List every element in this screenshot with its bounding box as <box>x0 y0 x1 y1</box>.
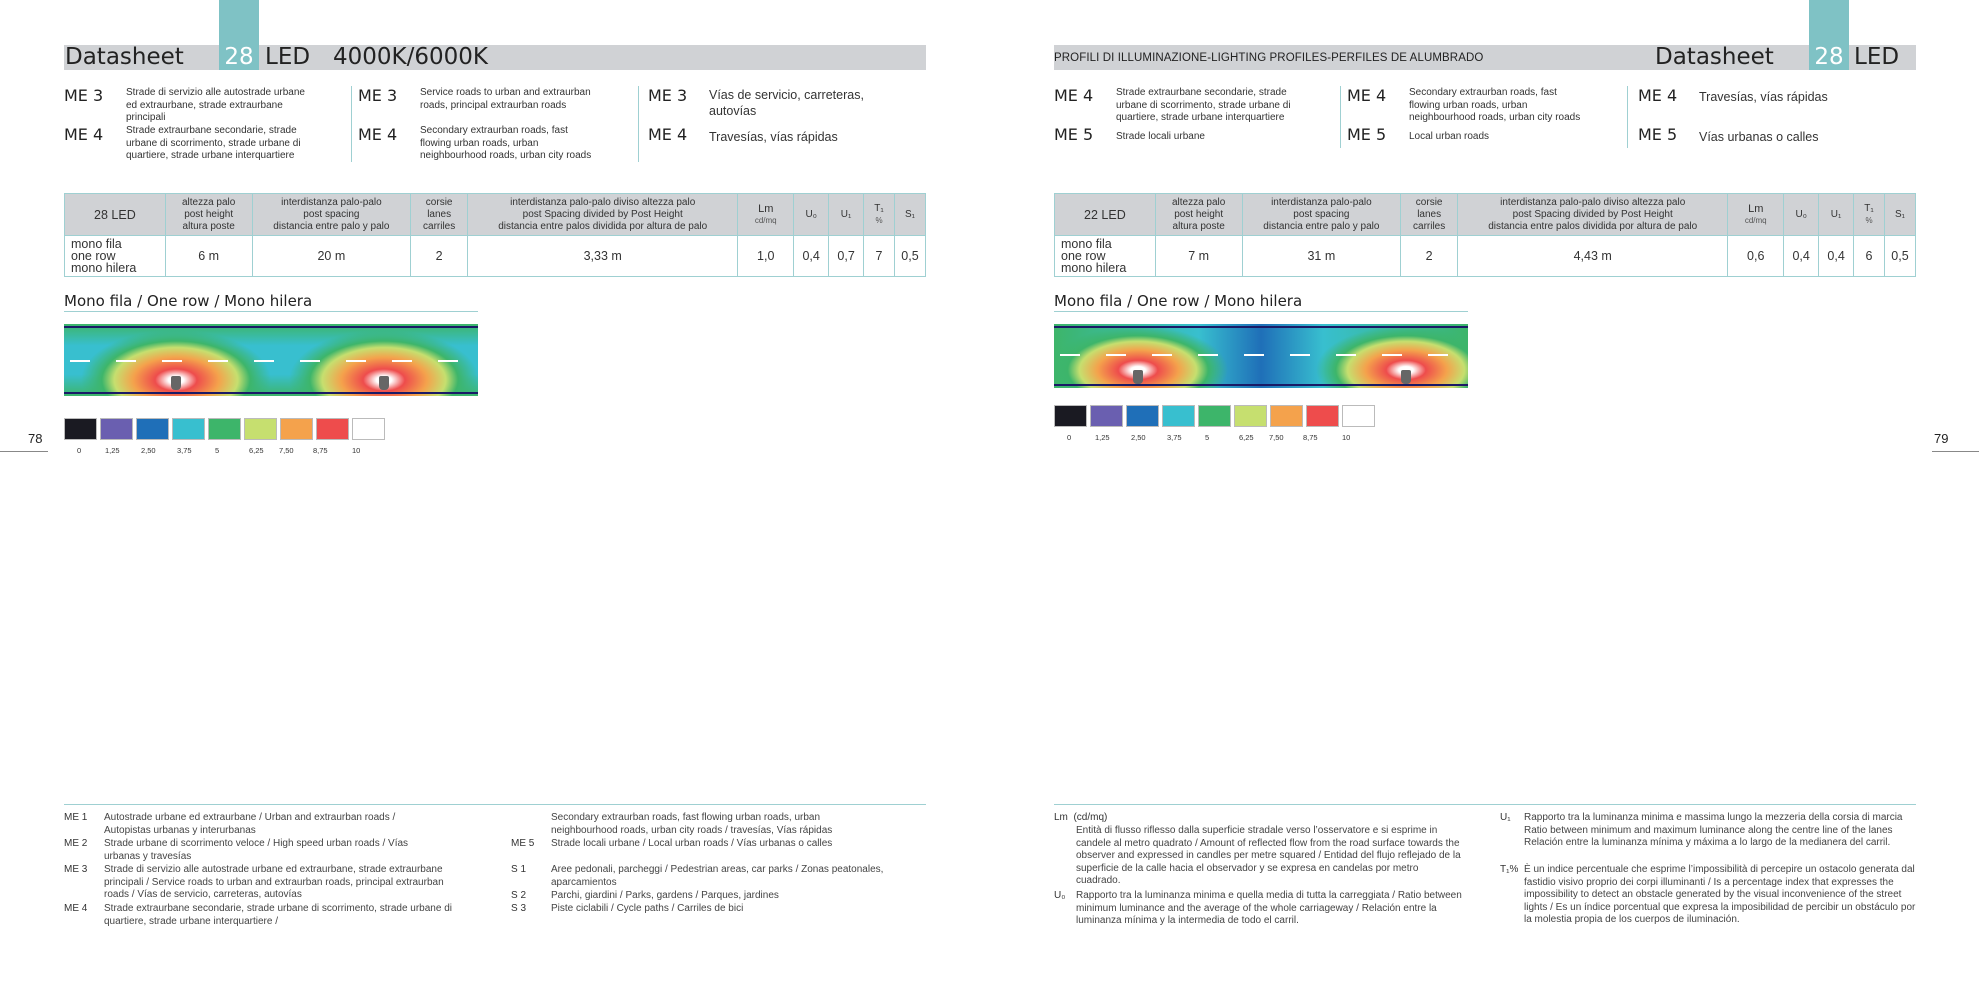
left-val-ti: 7 <box>864 236 895 277</box>
footer-lm-text: Entità di flusso riflesso dalla superficie stradale verso l’osservatore e si esprime in candele al metro quadrato / Amount of reflected flow from the road surface towards the observer and expressed in candles per metre squared / Entidad del flujo reflejado de la superficie de la calle hacia el observador y se expresa en candelas por metro cuadrado. <box>1076 825 1461 886</box>
right-val-u0: 0,4 <box>1784 236 1819 277</box>
left-th-ti-unit: % <box>875 215 883 225</box>
footer-lm-label: Lm <box>1054 812 1068 823</box>
right-lane-dash <box>1290 354 1310 356</box>
right-th-lm <box>1728 194 1784 236</box>
left-section-underline <box>64 311 478 312</box>
right-header-datasheet: Datasheet <box>1655 44 1774 70</box>
left-val-spacing: 20 m <box>252 236 411 277</box>
left-lane-dash <box>208 360 228 362</box>
left-class-es-2-code: ME 4 <box>648 125 688 144</box>
right-class-en-2-code: ME 5 <box>1347 125 1387 144</box>
left-data-table <box>64 193 926 277</box>
right-page-number: 79 <box>1934 431 1949 446</box>
left-th-ratio: interdistanza palo-palo diviso altezza palo post Spacing divided by Post Height distancia entre palos dividida por altura de palo <box>468 194 738 236</box>
right-lane-dash <box>1428 354 1448 356</box>
footer-code: ME 5 <box>511 838 535 849</box>
footer-text: Strade urbane di scorrimento veloce / High speed urban roads / Vías urbanas y travesías <box>104 838 409 862</box>
right-val-spacing: 31 m <box>1242 236 1401 277</box>
scale-swatch-5 <box>244 418 277 440</box>
scale-swatch-4 <box>1198 405 1231 427</box>
right-th-spacing: interdistanza palo-palo post spacing distancia entre palo y palo <box>1242 194 1401 236</box>
right-class-en-2-text: Local urban roads <box>1409 131 1490 142</box>
right-header-led: LED <box>1854 44 1900 70</box>
right-class-separator-2 <box>1627 86 1628 148</box>
scale-swatch-1 <box>100 418 133 440</box>
left-class-it-1-code: ME 3 <box>64 86 104 105</box>
right-lamp-icon-1 <box>1133 370 1143 384</box>
scale-swatch-1 <box>1090 405 1123 427</box>
left-val-s1: 0,5 <box>894 236 925 277</box>
left-th-u1: U₁ <box>829 194 864 236</box>
left-class-en-1-code: ME 3 <box>358 86 398 105</box>
right-lamp-icon-2 <box>1401 370 1411 384</box>
right-data-table <box>1054 193 1916 277</box>
right-th-ratio: interdistanza palo-palo diviso altezza palo post Spacing divided by Post Height distancia entre palos dividida por altura de palo <box>1458 194 1728 236</box>
right-section-title: Mono fila / One row / Mono hilera <box>1054 292 1303 310</box>
footer-text: Aree pedonali, parcheggi / Pedestrian areas, car parks / Zonas peatonales, aparcamientos <box>551 864 884 888</box>
scale-label: 8,75 <box>313 446 328 455</box>
scale-swatch-7 <box>316 418 349 440</box>
right-road-edge-bottom <box>1054 384 1468 386</box>
left-lane-dash <box>70 360 90 362</box>
left-lane-dash <box>116 360 136 362</box>
right-th-height: altezza palo post height altura poste <box>1155 194 1242 236</box>
scale-label: 8,75 <box>1303 433 1318 442</box>
right-table-header-row <box>1055 194 1916 236</box>
left-th-spacing: interdistanza palo-palo post spacing distancia entre palo y palo <box>252 194 411 236</box>
footer-code: ME 3 <box>64 864 88 875</box>
right-lane-dash <box>1244 354 1264 356</box>
scale-label: 7,50 <box>1269 433 1284 442</box>
scale-label: 5 <box>215 446 220 455</box>
left-class-en-2-text: Secondary extraurban roads, fast flowing urban roads, urban neighbourhood roads, urban city roads <box>420 125 592 161</box>
footer-u1-code: U₁ <box>1500 812 1511 823</box>
scale-swatch-3 <box>1162 405 1195 427</box>
left-header-datasheet: Datasheet <box>65 44 184 70</box>
scale-label: 5 <box>1205 433 1210 442</box>
right-val-lm: 0,6 <box>1728 236 1784 277</box>
right-th-lanes: corsie lanes carriles <box>1401 194 1458 236</box>
right-profiles-title: PROFILI DI ILLUMINAZIONE-LIGHTING PROFILES-PERFILES DE ALUMBRADO <box>1054 52 1484 64</box>
right-class-separator-1 <box>1340 86 1341 148</box>
right-class-it-2-code: ME 5 <box>1054 125 1094 144</box>
right-val-ti: 6 <box>1854 236 1885 277</box>
left-class-en-1-text: Service roads to urban and extraurban roads, principal extraurban roads <box>420 87 591 111</box>
left-val-height: 6 m <box>165 236 252 277</box>
left-class-es-1-text: Vías de servicio, carreteras, autovías <box>709 88 864 118</box>
left-header-bar <box>64 45 926 70</box>
footer-code: ME 4 <box>64 903 88 914</box>
right-th-lm-label: Lm <box>1748 202 1764 215</box>
left-color-scale <box>64 418 394 458</box>
right-val-ratio: 4,43 m <box>1458 236 1728 277</box>
right-th-lm-unit: cd/mq <box>1744 215 1767 225</box>
footer-code: ME 2 <box>64 838 88 849</box>
left-class-it-2-code: ME 4 <box>64 125 104 144</box>
left-footer-line <box>64 804 926 805</box>
right-class-it-2-text: Strade locali urbane <box>1116 131 1205 142</box>
footer-u0-code: U₀ <box>1054 890 1066 901</box>
scale-swatch-5 <box>1234 405 1267 427</box>
left-val-ratio: 3,33 m <box>468 236 738 277</box>
left-class-it-1-text: Strade di servizio alle autostrade urbane ed extraurbane, strade extraurbane principali <box>126 87 305 123</box>
right-footer-line <box>1054 804 1916 805</box>
footer-text-continued: Secondary extraurban roads, fast flowing urban roads, urban neighbourhood roads, urban city roads / travesías, Vías rápidas <box>551 812 833 836</box>
left-class-es-2-text: Travesías, vías rápidas <box>709 130 838 144</box>
left-class-separator-2 <box>638 86 639 162</box>
left-lane-dash <box>438 360 458 362</box>
right-luminance-heatmap <box>1054 324 1468 388</box>
footer-code: ME 1 <box>64 812 88 823</box>
right-class-es-1-code: ME 4 <box>1638 86 1678 105</box>
scale-label: 10 <box>1342 433 1351 442</box>
left-class-en-2-code: ME 4 <box>358 125 398 144</box>
left-table-value-row <box>65 236 926 277</box>
left-luminance-heatmap <box>64 324 478 396</box>
right-lane-dash <box>1106 354 1126 356</box>
footer-ti-text: È un indice percentuale che esprime l’impossibilità di percepire un ostacolo generata dal fastidio visivo proprio dei corpi illuminanti / Is a percentage index that expresses the impossibility to detect an obstacle generated by the visual inconvenience of the street lights / Es un índice porcentual que expresa la imposibilidad de percibir un obstáculo por la molestia propia de los cuerpos de iluminación. <box>1524 864 1916 925</box>
left-lane-dash <box>300 360 320 362</box>
left-lamp-icon-2 <box>379 376 389 390</box>
left-class-es-1-code: ME 3 <box>648 86 688 105</box>
left-th-u0: U₀ <box>794 194 829 236</box>
footer-code: S 3 <box>511 903 527 914</box>
left-lane-dash <box>162 360 182 362</box>
footer-text: Strade extraurbane secondarie, strade urbane di scorrimento, strade urbane di quartiere, strade urbane interquartiere / <box>104 903 452 927</box>
right-class-es-2-text: Vías urbanas o calles <box>1699 130 1819 144</box>
left-val-u1: 0,7 <box>829 236 864 277</box>
scale-swatch-8 <box>1342 405 1375 427</box>
scale-label: 6,25 <box>249 446 264 455</box>
right-section-underline <box>1054 311 1468 312</box>
scale-label: 10 <box>352 446 361 455</box>
footer-text: Parchi, giardini / Parks, gardens / Parques, jardines <box>551 890 779 901</box>
footer-u1-text: Rapporto tra la luminanza minima e massima lungo la mezzeria della corsia di marcia Ratio between minimum and maximum luminance along the centre line of the lanes Relación entre la luminanza mínima y máxima a lo largo de la medianera del carril. <box>1524 812 1903 848</box>
scale-label: 2,50 <box>1131 433 1146 442</box>
right-class-it-1-text: Strade extraurbane secondarie, strade urbane di scorrimento, strade urbane di quartiere, strade urbane interquartiere <box>1116 87 1291 123</box>
right-th-ti-label: T₁ <box>1864 202 1874 214</box>
right-th-s1: S₁ <box>1884 194 1915 236</box>
right-th-u1: U₁ <box>1819 194 1854 236</box>
footer-text: Piste ciclabili / Cycle paths / Carriles de bici <box>551 903 744 914</box>
footer-code: S 2 <box>511 890 527 901</box>
right-table-value-row <box>1055 236 1916 277</box>
left-th-s1: S₁ <box>894 194 925 236</box>
scale-label: 6,25 <box>1239 433 1254 442</box>
right-page-number-line <box>1932 451 1979 452</box>
scale-swatch-3 <box>172 418 205 440</box>
left-section-title: Mono fila / One row / Mono hilera <box>64 292 313 310</box>
scale-swatch-4 <box>208 418 241 440</box>
left-page-number-line <box>0 451 48 452</box>
left-header-cct: 4000K/6000K <box>333 44 488 70</box>
footer-lm-unit: (cd/mq) <box>1073 812 1108 823</box>
right-th-ti-unit: % <box>1865 215 1873 225</box>
right-th-ti <box>1854 194 1885 236</box>
left-val-lm: 1,0 <box>738 236 794 277</box>
left-header-number: 28 <box>224 44 254 70</box>
scale-label: 2,50 <box>141 446 156 455</box>
footer-code: S 1 <box>511 864 527 875</box>
scale-swatch-6 <box>280 418 313 440</box>
left-th-lanes: corsie lanes carriles <box>411 194 468 236</box>
scale-label: 1,25 <box>1095 433 1110 442</box>
left-road-edge-bottom <box>64 392 478 394</box>
scale-swatch-2 <box>1126 405 1159 427</box>
left-header-led: LED <box>265 44 311 70</box>
scale-label: 0 <box>77 446 82 455</box>
left-th-led: 28 LED <box>65 194 166 236</box>
scale-label: 0 <box>1067 433 1072 442</box>
left-road-edge-top <box>64 326 478 328</box>
right-class-it-1-code: ME 4 <box>1054 86 1094 105</box>
left-th-ti-label: T₁ <box>874 202 884 214</box>
footer-ti-code: T₁% <box>1500 864 1519 875</box>
right-header-number: 28 <box>1814 44 1844 70</box>
right-lane-dash <box>1060 354 1080 356</box>
right-val-height: 7 m <box>1155 236 1242 277</box>
right-val-lanes: 2 <box>1401 236 1458 277</box>
scale-swatch-6 <box>1270 405 1303 427</box>
left-th-height: altezza palo post height altura poste <box>165 194 252 236</box>
scale-label: 3,75 <box>177 446 192 455</box>
footer-text: Strade di servizio alle autostrade urbane ed extraurbane, strade extraurbane principali / Service roads to urban and extraurban roads, principal extraurban roads / Vías de servicio, carreteras, autovías <box>104 864 444 900</box>
scale-label: 1,25 <box>105 446 120 455</box>
right-val-u1: 0,4 <box>1819 236 1854 277</box>
right-lane-dash <box>1336 354 1356 356</box>
right-class-en-1-text: Secondary extraurban roads, fast flowing urban roads, urban neighbourhood roads, urban city roads <box>1409 87 1581 123</box>
left-lane-dash <box>392 360 412 362</box>
right-color-scale <box>1054 405 1384 445</box>
scale-swatch-2 <box>136 418 169 440</box>
left-lane-dash <box>254 360 274 362</box>
right-val-s1: 0,5 <box>1884 236 1915 277</box>
left-val-lanes: 2 <box>411 236 468 277</box>
left-th-ti <box>864 194 895 236</box>
footer-text: Strade locali urbane / Local urban roads / Vías urbanas o calles <box>551 838 833 849</box>
scale-swatch-8 <box>352 418 385 440</box>
scale-swatch-0 <box>1054 405 1087 427</box>
right-lane-dash <box>1382 354 1402 356</box>
right-class-es-1-text: Travesías, vías rápidas <box>1699 90 1828 104</box>
left-row-label: mono fila one row mono hilera <box>65 236 166 277</box>
right-lane-dash <box>1152 354 1172 356</box>
footer-text: Autostrade urbane ed extraurbane / Urban and extraurban roads / Autopistas urbanas y interurbanas <box>104 812 396 836</box>
left-lane-dash <box>346 360 366 362</box>
right-class-es-2-code: ME 5 <box>1638 125 1678 144</box>
scale-swatch-0 <box>64 418 97 440</box>
left-th-lm-label: Lm <box>758 202 774 215</box>
left-class-it-2-text: Strade extraurbane secondarie, strade urbane di scorrimento, strade urbane di quartiere, strade urbane interquartiere <box>126 125 301 161</box>
right-road-edge-top <box>1054 326 1468 328</box>
left-class-separator-1 <box>351 86 352 162</box>
scale-label: 3,75 <box>1167 433 1182 442</box>
right-class-en-1-code: ME 4 <box>1347 86 1387 105</box>
footer-u0-text: Rapporto tra la luminanza minima e quella media di tutta la carreggiata / Ratio between minimum luminance and the average of the whole carriageway / Relación entre la luminanza mínima y la intermedia de todo el carril. <box>1076 890 1462 926</box>
right-th-u0: U₀ <box>1784 194 1819 236</box>
right-lane-dash <box>1198 354 1218 356</box>
left-th-lm-unit: cd/mq <box>754 215 777 225</box>
left-lamp-icon-1 <box>171 376 181 390</box>
left-table-header-row <box>65 194 926 236</box>
scale-swatch-7 <box>1306 405 1339 427</box>
left-val-u0: 0,4 <box>794 236 829 277</box>
left-page-number: 78 <box>28 431 43 446</box>
right-row-label: mono fila one row mono hilera <box>1055 236 1156 277</box>
scale-label: 7,50 <box>279 446 294 455</box>
right-th-led: 22 LED <box>1055 194 1156 236</box>
footer-lm-code <box>1054 812 1107 823</box>
left-th-lm <box>738 194 794 236</box>
